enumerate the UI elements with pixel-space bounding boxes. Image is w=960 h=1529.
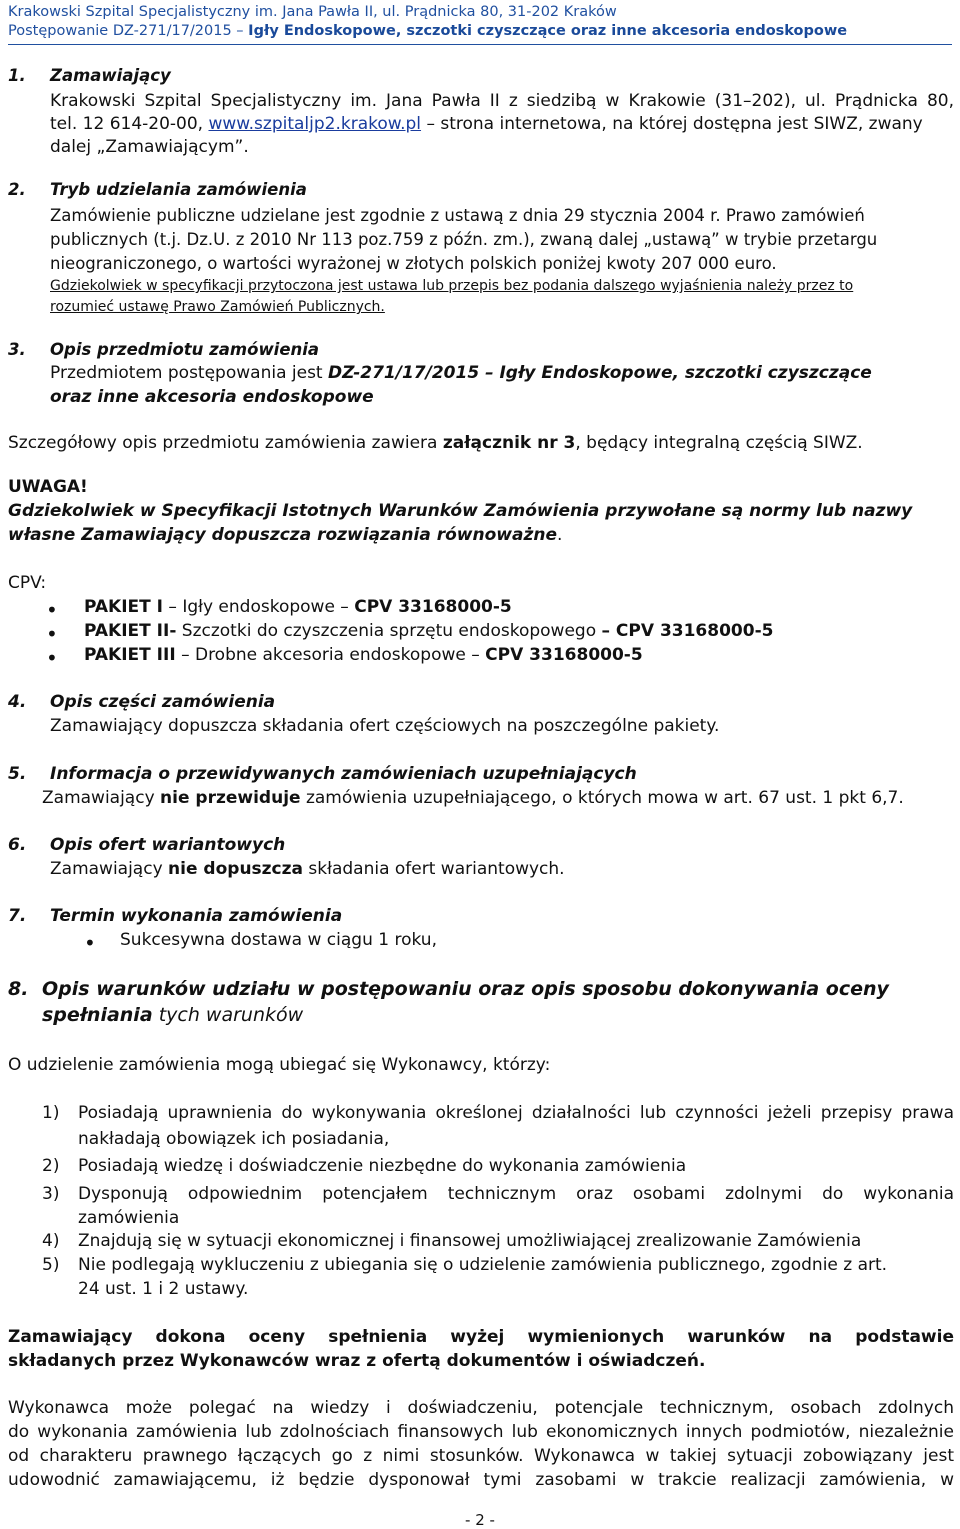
text: składania ofert wariantowych. (308, 859, 565, 879)
condition-line-1: Nie podlegają wykluczeniu z ubiegania się o udzielenie zamówienia publicznego, zgodnie z art. (78, 1255, 888, 1275)
condition-line-1: Posiadają uprawnienia do wykonywania określonej działalności lub czynności jeżeli przepisy prawa (78, 1103, 954, 1123)
bullet-icon: • (46, 646, 58, 670)
section-1-heading (8, 64, 171, 87)
section-3-line-2: oraz inne akcesoria endoskopowe (50, 387, 374, 407)
section-title: Tryb udzielania zamówienia (50, 180, 307, 199)
subject-title: DZ-271/17/2015 – Igły Endoskopowe, szczotki czyszczące (328, 363, 872, 383)
section-5-heading (8, 763, 637, 786)
section-title: Opis części zamówienia (50, 692, 276, 712)
section-number: 1. (8, 66, 26, 85)
cpv-item (84, 596, 512, 619)
cpv-code: CPV 33168000-5 (485, 645, 643, 665)
header-proceeding: Postępowanie DZ-271/17/2015 – (8, 23, 244, 39)
condition-number: 4) (42, 1231, 60, 1251)
section-6-heading (8, 834, 285, 857)
emphasis: nie przewiduje (160, 788, 301, 808)
header-line-1: Krakowski Szpital Specjalistyczny im. Jana Pawła II, ul. Prądnicka 80, 31-202 Kraków (8, 4, 617, 20)
condition-number: 1) (42, 1103, 60, 1123)
section-1-line-1: Krakowski Szpital Specjalistyczny im. Jana Pawła II z siedzibą w Krakowie (31–202), ul. Prądnicka 80, (50, 91, 954, 111)
package-description: – Igły endoskopowe – (163, 597, 355, 617)
section-number: 4. (8, 692, 27, 712)
paragraph-line-4: udowodnić zamawiającemu, iż będzie dysponował tymi zasobami w trakcie realizacji zamówienia, w (8, 1470, 954, 1490)
section-8-heading (8, 976, 889, 1002)
section-2-line-2: publicznych (t.j. Dz.U. z 2010 Nr 113 poz.759 z późn. zm.), zwaną dalej „ustawą” w trybie przetargu (50, 230, 878, 249)
section-7-item: Sukcesywna dostawa w ciągu 1 roku, (120, 930, 437, 950)
header-rule (8, 44, 952, 45)
section-number: 7. (8, 906, 27, 926)
section-title: Opis warunków udziału w postępowaniu oraz opis sposobu dokonywania oceny (42, 978, 889, 1000)
section-title: Opis przedmiotu zamówienia (50, 340, 320, 359)
section-number: 5. (8, 764, 27, 784)
condition-line-1: Znajdują się w sytuacji ekonomicznej i finansowej umożliwiającej zrealizowanie Zamówienia (78, 1231, 862, 1251)
section-2-note-line-1: Gdziekolwiek w specyfikacji przytoczona jest ustawa lub przepis bez podania dalszego wyjaśnienia należy przez to (50, 278, 854, 294)
condition-line-2: 24 ust. 1 i 2 ustawy. (78, 1279, 249, 1299)
section-number: 8. (8, 978, 29, 1000)
package-description: Szczotki do czyszczenia sprzętu endoskopowego (176, 621, 602, 641)
section-2-line-1: Zamówienie publiczne udzielane jest zgodnie z ustawą z dnia 29 stycznia 2004 r. Prawo zamówień (50, 206, 865, 225)
section-title: Informacja o przewidywanych zamówieniach uzupełniających (50, 764, 637, 784)
package-description: – Drobne akcesoria endoskopowe – (175, 645, 486, 665)
bullet-icon: • (84, 931, 96, 955)
section-3-heading (8, 338, 319, 361)
section-1-line-2 (50, 113, 954, 136)
bullet-icon: • (46, 598, 58, 622)
section-8-intro: O udzielenie zamówienia mogą ubiegać się Wykonawcy, którzy: (8, 1055, 551, 1075)
contact-phone: tel. 12 614-20-00, (50, 114, 204, 134)
paragraph-line-1: Wykonawca może polegać na wiedzy i doświadczeniu, potencjale technicznym, osobach zdolnych (8, 1398, 954, 1418)
detail-text: Szczegółowy opis przedmiotu zamówienia zawiera (8, 433, 438, 453)
section-title: Opis ofert wariantowych (50, 835, 286, 855)
cpv-code: CPV 33168000-5 (354, 597, 512, 617)
cpv-code: – CPV 33168000-5 (601, 621, 774, 641)
section-2-heading (8, 178, 307, 201)
section-6-line-1 (50, 858, 565, 881)
section-number: 3. (8, 340, 26, 359)
section-number: 6. (8, 835, 27, 855)
text: zamówienia uzupełniającego, o których mowa w art. 67 ust. 1 pkt 6,7. (305, 788, 904, 808)
condition-number: 5) (42, 1255, 60, 1275)
cpv-label: CPV: (8, 573, 47, 593)
condition-line-1: Posiadają wiedzę i doświadczenie niezbędne do wykonania zamówienia (78, 1156, 687, 1176)
page-number: - 2 - (465, 1511, 495, 1529)
section-title: Zamawiający (50, 66, 171, 85)
assessment-line-1: Zamawiający dokona oceny spełnienia wyżej wymienionych warunków na podstawie (8, 1327, 954, 1347)
condition-line-2: zamówienia (78, 1208, 180, 1228)
warning-period: . (556, 525, 563, 545)
section-number: 2. (8, 180, 26, 199)
bullet-icon: • (46, 622, 58, 646)
section-4-heading (8, 691, 275, 714)
package-name: PAKIET III (84, 645, 176, 665)
detail-text-end: , będący integralną częścią SIWZ. (575, 433, 863, 453)
paragraph-line-3: od charakteru prawnego łączących go z nimi stosunków. Wykonawca w takiej sytuacji zobowiązany jest (8, 1446, 954, 1466)
paragraph-line-2: do wykonania zamówienia lub zdolnościach finansowych lub ekonomicznych innych podmiotów, niezależnie (8, 1422, 954, 1442)
warning-line-1: Gdziekolwiek w Specyfikacji Istotnych Warunków Zamówienia przywołane są normy lub nazwy (8, 501, 913, 521)
text: Zamawiający (42, 788, 155, 808)
subject-intro: Przedmiotem postępowania jest (50, 363, 323, 383)
section-8-heading-line-2 (42, 1002, 303, 1028)
warning-text: własne Zamawiający dopuszcza rozwiązania równoważne (8, 525, 557, 545)
section-title: Termin wykonania zamówienia (50, 906, 343, 926)
cpv-item (84, 644, 643, 667)
attachment-reference: załącznik nr 3 (442, 433, 576, 453)
emphasis: nie dopuszcza (168, 859, 304, 879)
section-4-line-1: Zamawiający dopuszcza składania ofert częściowych na poszczególne pakiety. (50, 716, 720, 736)
warning-label: UWAGA! (8, 477, 88, 497)
assessment-line-2: składanych przez Wykonawców wraz z ofertą dokumentów i oświadczeń. (8, 1351, 706, 1371)
condition-line-1: Dysponują odpowiednim potencjałem technicznym oraz osobami zdolnymi do wykonania (78, 1184, 954, 1204)
header-line-2 (8, 23, 847, 39)
condition-line-2: nakładają obowiązek ich posiadania, (78, 1129, 390, 1149)
contact-note: – strona internetowa, na której dostępna jest SIWZ, zwany (426, 114, 923, 134)
section-2-line-3: nieograniczonego, o wartości wyrażonej w złotych polskich poniżej kwoty 207 000 euro. (50, 254, 777, 273)
section-2-note-line-2: rozumieć ustawę Prawo Zamówień Publicznych. (50, 299, 385, 315)
package-name: PAKIET I (84, 597, 164, 617)
section-3-line-1 (50, 362, 954, 385)
header-subject: Igły Endoskopowe, szczotki czyszczące oraz inne akcesoria endoskopowe (248, 23, 848, 39)
package-name: PAKIET II- (84, 621, 177, 641)
detail-description (8, 432, 863, 455)
section-5-line-1 (42, 787, 904, 810)
website-link[interactable]: www.szpitaljp2.krakow.pl (208, 114, 422, 134)
section-title: tych warunków (158, 1004, 304, 1026)
text: Zamawiający (50, 859, 163, 879)
condition-number: 3) (42, 1184, 60, 1204)
section-title: spełniania (42, 1004, 153, 1026)
condition-number: 2) (42, 1156, 60, 1176)
section-1-line-3: dalej „Zamawiającym”. (50, 137, 249, 157)
section-7-heading (8, 905, 342, 928)
warning-line-2 (8, 524, 562, 547)
cpv-item (84, 620, 773, 643)
